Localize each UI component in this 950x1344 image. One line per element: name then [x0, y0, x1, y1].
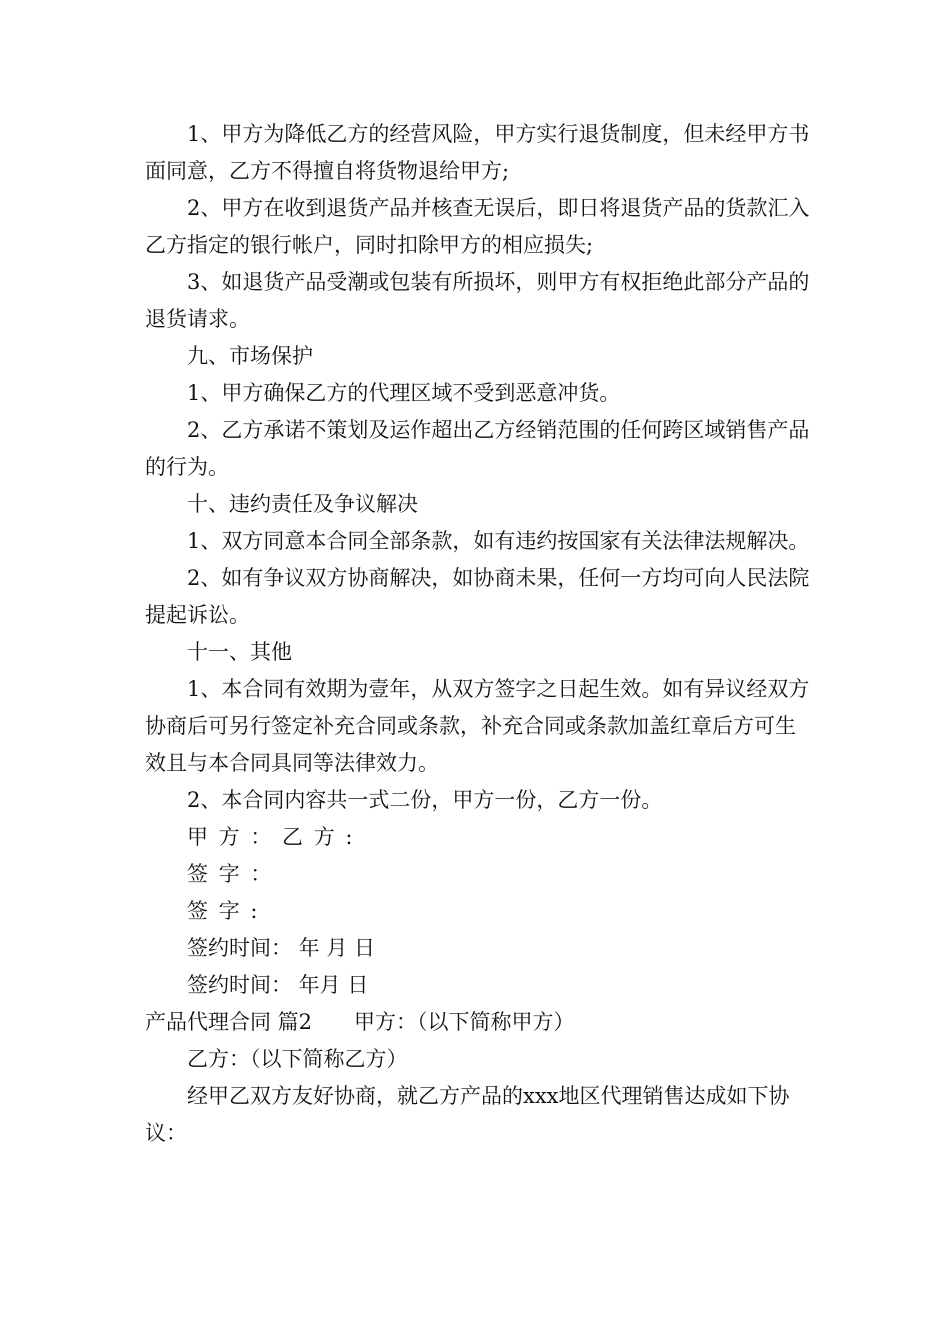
clause-market-1: 1、甲方确保乙方的代理区域不受到恶意冲货。 [187, 381, 621, 405]
signature-parties: 甲 方 ： 乙 方 : [187, 825, 355, 849]
signature-line-b: 签 字 : [187, 899, 260, 923]
signature-line-a: 签 字 ： [187, 862, 274, 886]
contract-2-intro: 经甲乙双方友好协商，就乙方产品的xxx地区代理销售达成如下协议： [145, 1084, 790, 1145]
clause-liability-2: 2、如有争议双方协商解决，如协商未果，任何一方均可向人民法院提起诉讼。 [145, 566, 810, 627]
document-body [145, 116, 810, 1152]
contract-2-heading: 产品代理合同 篇2 甲方：（以下简称甲方） [145, 1010, 575, 1034]
section-heading-market-protection: 九、市场保护 [187, 344, 313, 368]
clause-liability-1: 1、双方同意本合同全部条款，如有违约按国家有关法律法规解决。 [187, 529, 810, 553]
clause-return-1: 1、甲方为降低乙方的经营风险，甲方实行退货制度，但未经甲方书面同意，乙方不得擅自将货物退给甲方; [145, 122, 810, 183]
clause-return-3: 3、如退货产品受潮或包装有所损坏，则甲方有权拒绝此部分产品的退货请求。 [145, 270, 810, 331]
clause-market-2: 2、乙方承诺不策划及运作超出乙方经销范围的任何跨区域销售产品的行为。 [145, 418, 810, 479]
clause-other-2: 2、本合同内容共一式二份，甲方一份，乙方一份。 [187, 788, 663, 812]
contract-2-party-b: 乙方：（以下简称乙方） [187, 1047, 408, 1071]
signing-date-b: 签约时间： 年月 日 [187, 973, 369, 997]
section-heading-liability: 十、违约责任及争议解决 [187, 492, 418, 516]
signing-date-a: 签约时间： 年 月 日 [187, 936, 376, 960]
section-heading-other: 十一、其他 [187, 640, 292, 664]
clause-return-2: 2、甲方在收到退货产品并核查无误后，即日将退货产品的货款汇入乙方指定的银行帐户，同时扣除甲方的相应损失; [145, 196, 810, 257]
clause-other-1: 1、本合同有效期为壹年，从双方签字之日起生效。如有异议经双方协商后可另行签定补充合同或条款，补充合同或条款加盖红章后方可生效且与本合同具同等法律效力。 [145, 677, 810, 775]
